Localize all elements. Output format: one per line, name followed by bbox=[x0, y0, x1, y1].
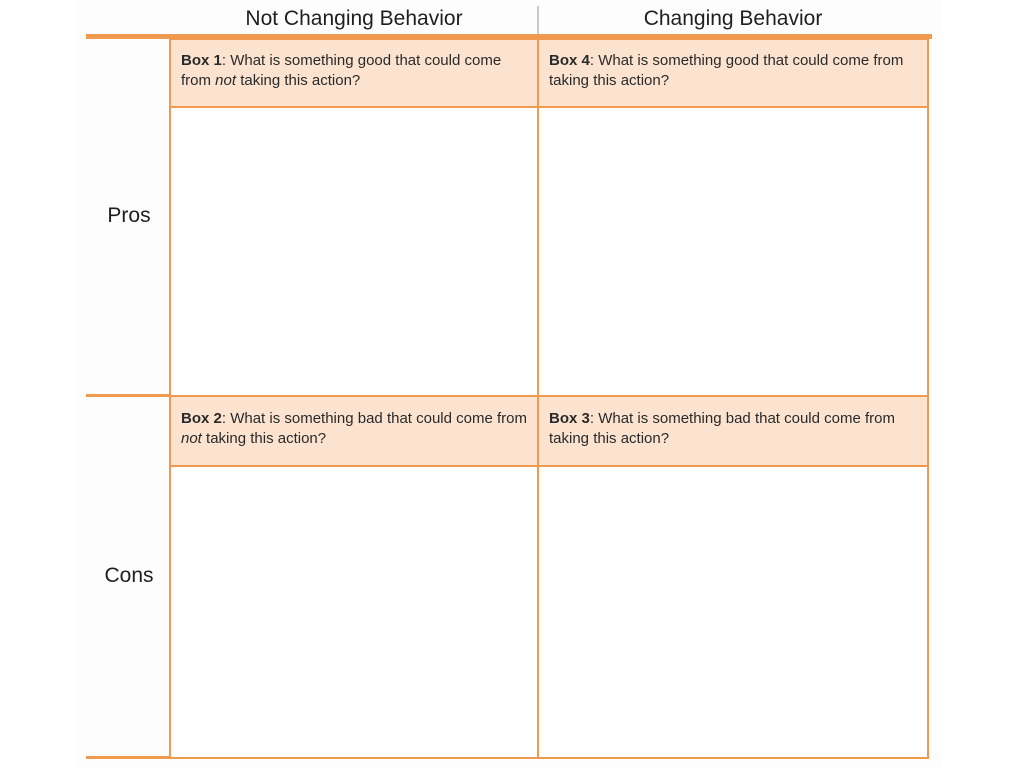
box-1-emphasis: not bbox=[215, 72, 237, 89]
box-1-text-before: : What is something good that could come from bbox=[181, 52, 502, 89]
row-label-cons: Cons bbox=[104, 564, 154, 587]
bottom-rule bbox=[86, 756, 170, 759]
box-2-emphasis: not bbox=[181, 430, 202, 447]
box-3[interactable] bbox=[537, 395, 929, 759]
box-1[interactable] bbox=[169, 38, 539, 397]
box-4[interactable] bbox=[537, 38, 929, 397]
box-3-text: : What is something bad that could come from taking this action? bbox=[549, 410, 896, 447]
box-4-prompt bbox=[539, 40, 927, 108]
row-divider bbox=[86, 394, 170, 397]
box-3-prompt bbox=[539, 397, 927, 467]
box-4-label: Box 4 bbox=[549, 52, 590, 69]
column-header-changing: Changing Behavior bbox=[643, 7, 823, 30]
box-2-text-after: taking this action? bbox=[201, 430, 327, 447]
box-2-prompt bbox=[171, 397, 537, 467]
box-1-text-after: taking this action? bbox=[236, 72, 361, 89]
box-2-label: Box 2 bbox=[181, 410, 222, 427]
box-2[interactable] bbox=[169, 395, 539, 759]
box-1-label: Box 1 bbox=[181, 52, 222, 69]
box-2-text-before: : What is something bad that could come from bbox=[221, 410, 528, 427]
box-3-label: Box 3 bbox=[549, 410, 590, 427]
row-label-pros: Pros bbox=[107, 204, 151, 227]
box-1-prompt bbox=[171, 40, 537, 108]
box-4-text: : What is something good that could come from taking this action? bbox=[549, 52, 904, 89]
column-header-not-changing: Not Changing Behavior bbox=[245, 7, 463, 30]
